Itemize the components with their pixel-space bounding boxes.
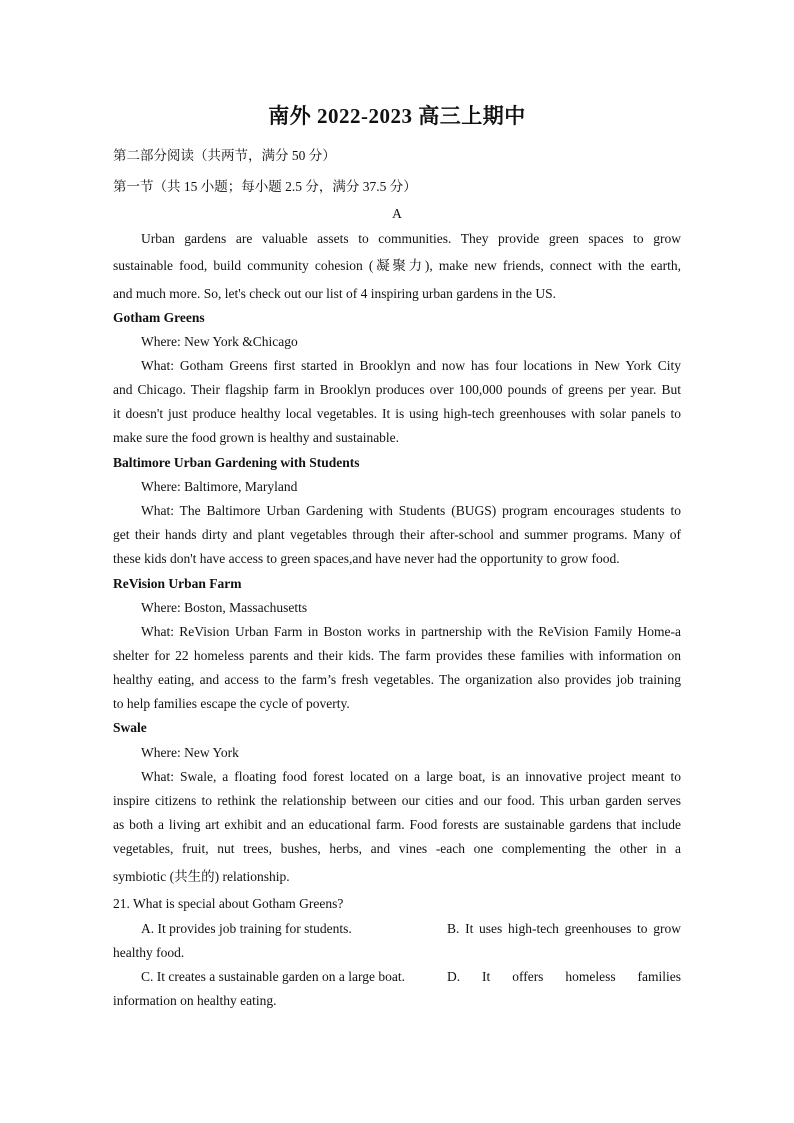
question-stem: 21. What is special about Gotham Greens? — [113, 896, 344, 911]
garden-what-line: inspire citizens to rethink the relationship between our cities and our food. This urban garden serves — [113, 793, 681, 808]
garden-name: Baltimore Urban Gardening with Students — [113, 455, 360, 470]
option-a: A. It provides job training for students. — [141, 921, 352, 936]
garden-what-line: symbiotic (共生的) relationship. — [113, 869, 290, 884]
garden-what-line: it doesn't just produce healthy local vegetables. It is using high-tech greenhouses with solar panels to — [113, 406, 681, 421]
garden-what-line: as both a living art exhibit and an educational farm. Food forests are sustainable gardens that include — [113, 817, 681, 832]
garden-what-line: make sure the food grown is healthy and sustainable. — [113, 430, 400, 445]
option-b-continuation: healthy food. — [113, 945, 185, 960]
garden-what-line: What: Gotham Greens first started in Brooklyn and now has four locations in New York City — [141, 358, 681, 373]
garden-where: Where: New York &Chicago — [141, 334, 298, 349]
garden-what-line: get their hands dirty and plant vegetables through their after-school and summer programs. Many of — [113, 527, 681, 542]
part-heading: 第二部分阅读（共两节，满分 50 分） — [113, 148, 336, 163]
page-title: 南外 2022-2023 高三上期中 — [268, 104, 526, 128]
garden-what-line: shelter for 22 homeless parents and their kids. The farm provides these families with information on — [113, 648, 681, 663]
option-d-continuation: information on healthy eating. — [113, 993, 277, 1008]
garden-where: Where: Baltimore, Maryland — [141, 479, 298, 494]
garden-what-line: What: Swale, a floating food forest located on a large boat, is an innovative project meant to — [141, 769, 681, 784]
intro-line: sustainable food, build community cohesion (凝聚力), make new friends, connect with the earth, — [113, 258, 681, 273]
garden-where: Where: New York — [141, 745, 239, 760]
garden-what-line: vegetables, fruit, nut trees, bushes, herbs, and vines -each one complementing the other in a — [113, 841, 681, 856]
intro-line: and much more. So, let's check out our list of 4 inspiring urban gardens in the US. — [113, 286, 556, 301]
garden-what-line: and Chicago. Their flagship farm in Brooklyn produces over 100,000 pounds of greens per year. But — [113, 382, 681, 397]
garden-where: Where: Boston, Massachusetts — [141, 600, 308, 615]
garden-what-line: healthy eating, and access to the farm’s fresh vegetables. The organization also provides job training — [113, 672, 681, 687]
garden-what-line: What: The Baltimore Urban Gardening with Students (BUGS) program encourages students to — [141, 503, 681, 518]
garden-what-line: these kids don't have access to green spaces,and have never had the opportunity to grow food. — [113, 551, 620, 566]
intro-line: Urban gardens are valuable assets to communities. They provide green spaces to grow — [141, 231, 681, 246]
passage-letter: A — [392, 206, 402, 221]
option-b: B. It uses high-tech greenhouses to grow — [447, 921, 681, 936]
garden-name: ReVision Urban Farm — [113, 576, 242, 591]
option-c: C. It creates a sustainable garden on a large boat. — [141, 969, 406, 984]
garden-what-line: to help families escape the cycle of poverty. — [113, 696, 350, 711]
garden-what-line: What: ReVision Urban Farm in Boston works in partnership with the ReVision Family Home-a — [141, 624, 681, 639]
garden-name: Swale — [113, 720, 147, 735]
section-heading: 第一节（共 15 小题；每小题 2.5 分，满分 37.5 分） — [113, 179, 417, 194]
option-d: D. It offers homeless families — [447, 969, 681, 984]
garden-name: Gotham Greens — [113, 310, 205, 325]
